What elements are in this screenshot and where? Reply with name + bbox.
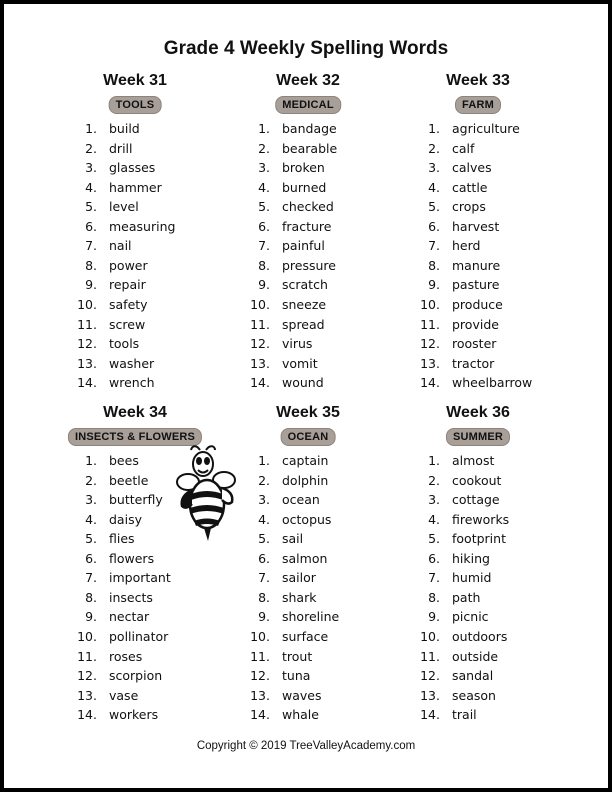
list-item <box>408 179 578 197</box>
item-number: 9. <box>85 277 97 293</box>
spelling-word: nectar <box>109 609 150 625</box>
item-number: 7. <box>428 238 440 254</box>
list-item <box>238 237 408 255</box>
list-item <box>65 608 235 626</box>
spelling-word: humid <box>452 570 492 586</box>
list-item <box>408 335 578 353</box>
list-item <box>238 589 408 607</box>
spelling-word: checked <box>282 199 334 215</box>
list-item <box>408 120 578 138</box>
item-number: 14. <box>77 707 97 723</box>
spelling-word: drill <box>109 140 133 156</box>
spelling-word: rooster <box>452 336 497 352</box>
item-number: 3. <box>428 160 440 176</box>
theme-badge: OCEAN <box>281 428 336 446</box>
list-item <box>238 608 408 626</box>
spelling-word: octopus <box>282 511 332 527</box>
item-number: 3. <box>258 492 270 508</box>
week-title: Week 33 <box>446 72 510 89</box>
list-item <box>408 159 578 177</box>
item-number: 9. <box>428 609 440 625</box>
list-item <box>408 296 578 314</box>
list-item <box>238 648 408 666</box>
item-number: 5. <box>258 199 270 215</box>
list-item <box>408 667 578 685</box>
spelling-word: tuna <box>282 668 311 684</box>
spelling-word: whale <box>282 707 319 723</box>
item-number: 5. <box>85 531 97 547</box>
item-number: 12. <box>77 668 97 684</box>
list-item <box>238 374 408 392</box>
list-item <box>65 237 235 255</box>
item-number: 1. <box>428 453 440 468</box>
list-item <box>65 667 235 685</box>
spelling-word: washer <box>109 355 155 371</box>
item-number: 6. <box>258 550 270 566</box>
spelling-word: calves <box>452 160 492 176</box>
spelling-word: cookout <box>452 472 502 488</box>
week-title: Week 31 <box>103 72 167 89</box>
list-item <box>238 472 408 490</box>
spelling-word: ocean <box>282 492 320 508</box>
spelling-word: season <box>452 687 496 703</box>
list-item <box>65 374 235 392</box>
spelling-word: workers <box>109 707 159 723</box>
list-item <box>408 276 578 294</box>
item-number: 13. <box>420 687 440 703</box>
item-number: 11. <box>250 648 270 664</box>
item-number: 5. <box>85 199 97 215</box>
item-number: 6. <box>85 218 97 234</box>
list-item <box>408 472 578 490</box>
spelling-word: flowers <box>109 550 155 566</box>
list-item <box>65 276 235 294</box>
item-number: 4. <box>258 179 270 195</box>
item-number: 2. <box>85 140 97 156</box>
spelling-word: waves <box>282 687 322 703</box>
item-number: 8. <box>85 257 97 273</box>
item-number: 2. <box>428 472 440 488</box>
spelling-word: manure <box>452 257 501 273</box>
spelling-word: bandage <box>282 121 337 136</box>
spelling-word: herd <box>452 238 481 254</box>
list-item <box>408 218 578 236</box>
item-number: 13. <box>77 355 97 371</box>
theme-badge: TOOLS <box>109 96 162 114</box>
item-number: 11. <box>77 316 97 332</box>
copyright-text: Copyright © 2019 TreeValleyAcademy.com <box>196 740 416 752</box>
spelling-word: painful <box>282 238 325 254</box>
list-item <box>238 140 408 158</box>
item-number: 1. <box>85 453 97 468</box>
spelling-word: daisy <box>109 511 142 527</box>
spelling-word: produce <box>452 296 503 312</box>
bee-cartoon-icon <box>174 444 240 542</box>
list-item <box>408 452 578 470</box>
spelling-word: important <box>109 570 171 586</box>
spelling-word: insects <box>109 589 153 605</box>
spelling-word: sailor <box>282 570 316 586</box>
item-number: 9. <box>85 609 97 625</box>
spelling-word: spread <box>282 316 325 332</box>
item-number: 4. <box>258 511 270 527</box>
item-number: 6. <box>258 218 270 234</box>
item-number: 11. <box>250 316 270 332</box>
item-number: 10. <box>250 628 270 644</box>
spelling-word: calf <box>452 140 475 156</box>
item-number: 6. <box>428 550 440 566</box>
spelling-word: bees <box>109 453 139 468</box>
list-item <box>65 706 235 724</box>
spelling-word: sneeze <box>282 296 327 312</box>
list-item <box>408 491 578 509</box>
item-number: 1. <box>258 121 270 136</box>
item-number: 2. <box>428 140 440 156</box>
list-item <box>238 511 408 529</box>
list-item <box>238 335 408 353</box>
item-number: 7. <box>85 238 97 254</box>
item-number: 7. <box>85 570 97 586</box>
item-number: 14. <box>77 375 97 391</box>
list-item <box>238 569 408 587</box>
spelling-word: roses <box>109 648 143 664</box>
list-item <box>238 687 408 705</box>
spelling-word: tractor <box>452 355 495 371</box>
list-item <box>408 355 578 373</box>
item-number: 11. <box>77 648 97 664</box>
item-number: 7. <box>258 570 270 586</box>
list-item <box>238 198 408 216</box>
list-item <box>408 687 578 705</box>
list-item <box>408 140 578 158</box>
item-number: 10. <box>420 296 440 312</box>
spelling-word: measuring <box>109 218 176 234</box>
spelling-word: dolphin <box>282 472 329 488</box>
list-item <box>65 296 235 314</box>
spelling-word: power <box>109 257 148 273</box>
item-number: 10. <box>77 296 97 312</box>
item-number: 3. <box>428 492 440 508</box>
item-number: 8. <box>258 589 270 605</box>
spelling-word: safety <box>109 296 148 312</box>
list-item <box>238 179 408 197</box>
item-number: 7. <box>428 570 440 586</box>
list-item <box>408 628 578 646</box>
item-number: 9. <box>428 277 440 293</box>
item-number: 13. <box>77 687 97 703</box>
item-number: 8. <box>428 589 440 605</box>
list-item <box>408 316 578 334</box>
item-number: 14. <box>250 707 270 723</box>
spelling-word: pressure <box>282 257 336 273</box>
spelling-word: hiking <box>452 550 490 566</box>
list-item <box>408 569 578 587</box>
spelling-word: repair <box>109 277 146 293</box>
item-number: 13. <box>250 687 270 703</box>
spelling-word: captain <box>282 453 329 468</box>
spelling-word: bearable <box>282 140 338 156</box>
spelling-word: sail <box>282 531 304 547</box>
item-number: 14. <box>420 707 440 723</box>
list-item <box>65 179 235 197</box>
spelling-word: scratch <box>282 277 328 293</box>
theme-badge: SUMMER <box>446 428 510 446</box>
spelling-word: wound <box>282 375 324 391</box>
spelling-word: nail <box>109 238 132 254</box>
list-item <box>408 608 578 626</box>
spelling-word: trail <box>452 707 477 723</box>
item-number: 13. <box>250 355 270 371</box>
spelling-word: screw <box>109 316 146 332</box>
spelling-word: beetle <box>109 472 149 488</box>
item-number: 1. <box>258 453 270 468</box>
list-item <box>408 257 578 275</box>
item-number: 9. <box>258 277 270 293</box>
list-item <box>408 511 578 529</box>
spelling-word: outdoors <box>452 628 508 644</box>
item-number: 12. <box>77 336 97 352</box>
list-item <box>65 648 235 666</box>
spelling-word: crops <box>452 199 486 215</box>
item-number: 8. <box>258 257 270 273</box>
spelling-word: butterfly <box>109 492 163 508</box>
spelling-word: surface <box>282 628 329 644</box>
item-number: 10. <box>250 296 270 312</box>
list-item <box>238 706 408 724</box>
list-item <box>238 316 408 334</box>
week-title: Week 35 <box>276 404 340 421</box>
week-title: Week 34 <box>103 404 167 421</box>
item-number: 1. <box>85 121 97 136</box>
list-item <box>238 491 408 509</box>
item-number: 4. <box>85 511 97 527</box>
spelling-word: virus <box>282 336 313 352</box>
list-item <box>238 530 408 548</box>
item-number: 10. <box>420 628 440 644</box>
list-item <box>65 159 235 177</box>
spelling-word: cottage <box>452 492 500 508</box>
item-number: 14. <box>250 375 270 391</box>
spelling-word: almost <box>452 453 495 468</box>
list-item <box>65 335 235 353</box>
list-item <box>65 628 235 646</box>
spelling-word: pasture <box>452 277 500 293</box>
spelling-word: outside <box>452 648 499 664</box>
list-item <box>65 569 235 587</box>
spelling-word: shark <box>282 589 317 605</box>
spelling-word: fracture <box>282 218 332 234</box>
list-item <box>238 296 408 314</box>
list-item <box>238 667 408 685</box>
list-item <box>238 159 408 177</box>
spelling-word: burned <box>282 179 327 195</box>
spelling-word: flies <box>109 531 135 547</box>
spelling-word: build <box>109 121 140 136</box>
list-item <box>408 237 578 255</box>
list-item <box>408 374 578 392</box>
list-item <box>238 452 408 470</box>
list-item <box>408 198 578 216</box>
item-number: 7. <box>258 238 270 254</box>
list-item <box>65 120 235 138</box>
spelling-word: broken <box>282 160 325 176</box>
item-number: 5. <box>258 531 270 547</box>
spelling-word: wheelbarrow <box>452 375 533 391</box>
week-title: Week 32 <box>276 72 340 89</box>
list-item <box>65 140 235 158</box>
list-item <box>238 218 408 236</box>
list-item <box>408 648 578 666</box>
list-item <box>65 218 235 236</box>
list-item <box>238 355 408 373</box>
spelling-word: trout <box>282 648 313 664</box>
list-item <box>65 355 235 373</box>
spelling-word: harvest <box>452 218 500 234</box>
item-number: 14. <box>420 375 440 391</box>
list-item <box>238 550 408 568</box>
spelling-word: scorpion <box>109 668 163 684</box>
spelling-word: agriculture <box>452 121 520 136</box>
list-item <box>238 257 408 275</box>
item-number: 3. <box>85 160 97 176</box>
list-item <box>238 628 408 646</box>
theme-badge: MEDICAL <box>275 96 341 114</box>
spelling-word: fireworks <box>452 511 510 527</box>
list-item <box>65 316 235 334</box>
item-number: 12. <box>250 668 270 684</box>
spelling-word: salmon <box>282 550 328 566</box>
item-number: 2. <box>85 472 97 488</box>
list-item <box>408 550 578 568</box>
item-number: 2. <box>258 472 270 488</box>
theme-badge: FARM <box>455 96 501 114</box>
list-item <box>65 550 235 568</box>
item-number: 1. <box>428 121 440 136</box>
item-number: 12. <box>420 336 440 352</box>
list-item <box>238 276 408 294</box>
spelling-word: footprint <box>452 531 506 547</box>
item-number: 3. <box>85 492 97 508</box>
item-number: 8. <box>85 589 97 605</box>
list-item <box>65 257 235 275</box>
item-number: 12. <box>250 336 270 352</box>
list-item <box>65 589 235 607</box>
item-number: 11. <box>420 316 440 332</box>
item-number: 2. <box>258 140 270 156</box>
list-item <box>65 687 235 705</box>
item-number: 6. <box>85 550 97 566</box>
item-number: 4. <box>428 511 440 527</box>
item-number: 8. <box>428 257 440 273</box>
spelling-word: tools <box>109 336 140 352</box>
week-title: Week 36 <box>446 404 510 421</box>
item-number: 4. <box>85 179 97 195</box>
list-item <box>238 120 408 138</box>
spelling-word: vomit <box>282 355 318 371</box>
item-number: 6. <box>428 218 440 234</box>
spelling-word: path <box>452 589 481 605</box>
list-item <box>408 589 578 607</box>
item-number: 5. <box>428 531 440 547</box>
item-number: 4. <box>428 179 440 195</box>
list-item <box>408 530 578 548</box>
item-number: 9. <box>258 609 270 625</box>
item-number: 3. <box>258 160 270 176</box>
spelling-word: picnic <box>452 609 489 625</box>
item-number: 11. <box>420 648 440 664</box>
theme-badge: INSECTS & FLOWERS <box>68 428 202 446</box>
item-number: 5. <box>428 199 440 215</box>
spelling-word: glasses <box>109 160 156 176</box>
spelling-word: provide <box>452 316 499 332</box>
page-title: Grade 4 Weekly Spelling Words <box>163 38 449 59</box>
list-item <box>408 706 578 724</box>
spelling-word: level <box>109 199 139 215</box>
spelling-word: wrench <box>109 375 155 391</box>
spelling-word: cattle <box>452 179 488 195</box>
item-number: 10. <box>77 628 97 644</box>
spelling-word: shoreline <box>282 609 340 625</box>
spelling-word: pollinator <box>109 628 169 644</box>
spelling-word: hammer <box>109 179 162 195</box>
item-number: 12. <box>420 668 440 684</box>
spelling-word: vase <box>109 687 139 703</box>
spelling-word: sandal <box>452 668 494 684</box>
item-number: 13. <box>420 355 440 371</box>
list-item <box>65 198 235 216</box>
